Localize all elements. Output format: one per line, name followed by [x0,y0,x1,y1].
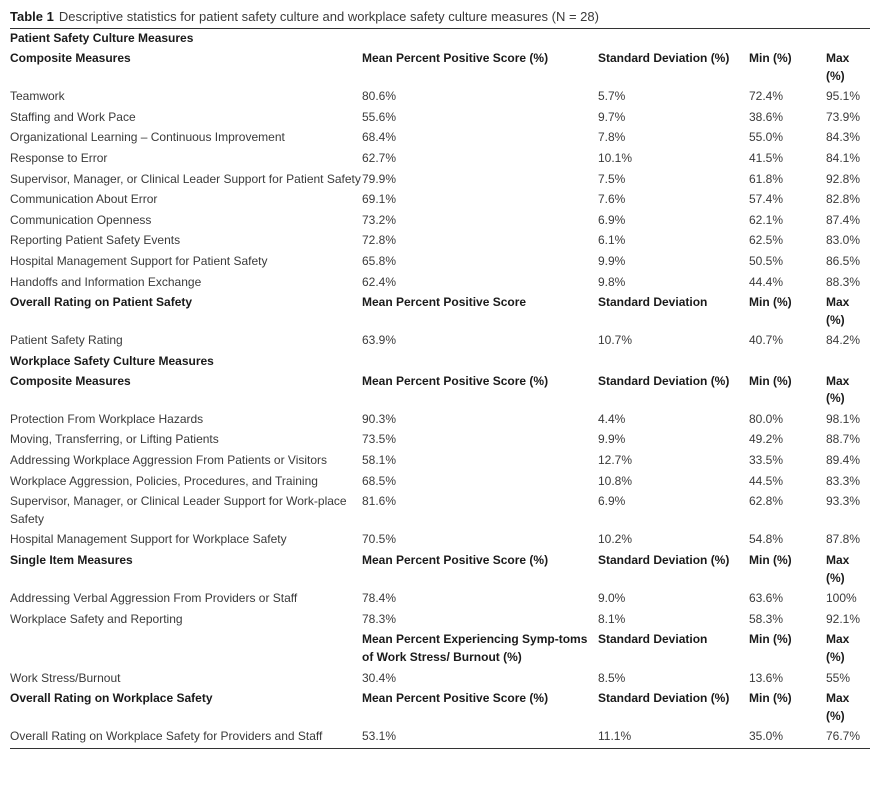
header-sd-cell: Standard Deviation (%) [598,51,730,66]
mean-cell: 58.1% [362,452,397,467]
measure-cell: Protection From Workplace Hazards [10,411,204,426]
header-measure-cell: Overall Rating on Patient Safety [10,295,193,310]
sd-cell: 8.5% [598,670,626,685]
min-cell: 44.4% [749,274,784,289]
mean-cell: 68.5% [362,473,397,488]
header-measure-cell [10,630,362,668]
table-row [10,190,870,211]
header-min-cell: Min (%) [749,295,792,310]
table-row [10,169,870,190]
header-row [10,49,870,87]
min-cell: 54.8% [749,532,784,547]
mean-cell: 80.6% [362,89,397,104]
max-cell: 92.8% [826,171,861,186]
mean-cell: 30.4% [362,670,397,685]
measure-cell: Hospital Management Support for Workplace Safety [10,532,287,547]
measure-cell: Staffing and Work Pace [10,109,136,124]
table-row [10,609,870,630]
mean-cell: 68.4% [362,130,397,145]
table-row [10,87,870,108]
min-cell: 41.5% [749,151,784,166]
sd-cell: 7.6% [598,192,626,207]
header-min-cell: Min (%) [749,373,792,388]
max-cell: 83.3% [826,473,861,488]
table-row [10,471,870,492]
max-cell: 84.3% [826,130,861,145]
measure-cell: Addressing Workplace Aggression From Patients or Visitors [10,452,328,467]
measure-cell: Hospital Management Support for Patient Safety [10,254,268,269]
sd-cell: 9.0% [598,591,626,606]
table-figure [10,8,870,749]
header-measure-cell: Composite Measures [10,373,131,388]
table-row [10,252,870,273]
header-measure-cell: Composite Measures [10,51,131,66]
min-cell: 13.6% [749,670,784,685]
min-cell: 33.5% [749,452,784,467]
mean-cell: 73.2% [362,212,397,227]
header-row [10,550,870,588]
mean-cell: 65.8% [362,254,397,269]
max-cell: 84.1% [826,151,861,166]
table-row [10,210,870,231]
header-row [10,689,870,727]
header-measure-cell: Overall Rating on Workplace Safety [10,691,213,706]
sd-cell: 9.9% [598,254,626,269]
mean-cell: 72.8% [362,233,397,248]
min-cell: 49.2% [749,432,784,447]
measure-cell: Work Stress/Burnout [10,670,121,685]
header-sd-cell: Standard Deviation (%) [598,552,730,567]
measure-cell: Moving, Transferring, or Lifting Patients [10,432,219,447]
max-cell: 93.3% [826,494,861,509]
measure-cell: Workplace Safety and Reporting [10,611,183,626]
min-cell: 58.3% [749,611,784,626]
min-cell: 40.7% [749,333,784,348]
min-cell: 38.6% [749,109,784,124]
sd-cell: 11.1% [598,729,632,744]
section-title: Workplace Safety Culture Measures [10,353,214,368]
max-cell: 84.2% [826,333,861,348]
mean-cell: 53.1% [362,729,397,744]
min-cell: 62.5% [749,233,784,248]
min-cell: 63.6% [749,591,784,606]
measure-cell: Workplace Aggression, Policies, Procedures, and Training [10,473,318,488]
table-row [10,530,870,551]
sd-cell: 6.1% [598,233,626,248]
measure-cell: Communication About Error [10,192,158,207]
header-row [10,293,870,331]
max-cell: 87.8% [826,532,861,547]
header-max-cell: Max (%) [826,295,850,327]
sd-cell: 10.1% [598,151,633,166]
header-sd-cell: Standard Deviation (%) [598,373,730,388]
table-caption [10,8,870,26]
measure-cell: Supervisor, Manager, or Clinical Leader Support for Work-place Safety [10,494,347,526]
header-mean-cell: Mean Percent Experiencing Symp-toms of Work Stress/ Burnout (%) [362,632,588,664]
table-row [10,589,870,610]
section-title: Patient Safety Culture Measures [10,31,194,45]
mean-cell: 73.5% [362,432,397,447]
measure-cell: Supervisor, Manager, or Clinical Leader Support for Patient Safety [10,171,361,186]
max-cell: 89.4% [826,452,861,467]
header-sd-cell: Standard Deviation [598,295,708,310]
measure-cell: Patient Safety Rating [10,333,123,348]
sd-cell: 10.2% [598,532,633,547]
min-cell: 50.5% [749,254,784,269]
sd-cell: 8.1% [598,611,626,626]
header-row [10,371,870,409]
table-row [10,331,870,352]
measure-cell: Overall Rating on Workplace Safety for Providers and Staff [10,729,323,744]
sd-cell: 6.9% [598,212,626,227]
caption-text: Descriptive statistics for patient safety culture and workplace safety culture measures (N = 28) [58,9,599,24]
measure-cell: Handoffs and Information Exchange [10,274,202,289]
sd-cell: 9.9% [598,432,626,447]
header-mean-cell: Mean Percent Positive Score [362,295,527,310]
max-cell: 98.1% [826,411,861,426]
max-cell: 88.3% [826,274,861,289]
sd-cell: 7.5% [598,171,626,186]
header-mean-cell: Mean Percent Positive Score (%) [362,691,549,706]
section-row [10,352,870,372]
mean-cell: 55.6% [362,109,397,124]
table-row [10,450,870,471]
table-row [10,107,870,128]
sd-cell: 12.7% [598,452,633,467]
table-row [10,272,870,293]
max-cell: 86.5% [826,254,861,269]
table-row [10,149,870,170]
header-max-cell: Max (%) [826,632,850,664]
header-sd-cell: Standard Deviation [598,632,708,647]
table-row [10,430,870,451]
max-cell: 95.1% [826,89,861,104]
measure-cell: Teamwork [10,89,65,104]
sd-cell: 7.8% [598,130,626,145]
mean-cell: 62.7% [362,151,397,166]
min-cell: 44.5% [749,473,784,488]
table-row [10,128,870,149]
measure-cell: Response to Error [10,151,108,166]
sd-cell: 10.8% [598,473,633,488]
sd-cell: 9.7% [598,109,626,124]
mean-cell: 78.3% [362,611,397,626]
mean-cell: 79.9% [362,171,397,186]
measure-cell: Reporting Patient Safety Events [10,233,181,248]
header-mean-cell: Mean Percent Positive Score (%) [362,51,549,66]
header-min-cell: Min (%) [749,552,792,567]
max-cell: 100% [826,591,857,606]
table-row [10,668,870,689]
statistics-table [10,29,870,747]
mean-cell: 62.4% [362,274,397,289]
min-cell: 61.8% [749,171,784,186]
mean-cell: 69.1% [362,192,397,207]
sd-cell: 4.4% [598,411,626,426]
mean-cell: 70.5% [362,532,397,547]
header-mean-cell: Mean Percent Positive Score (%) [362,552,549,567]
max-cell: 76.7% [826,729,861,744]
table-row [10,492,870,530]
mean-cell: 90.3% [362,411,397,426]
sd-cell: 5.7% [598,89,626,104]
table-body [10,29,870,747]
max-cell: 73.9% [826,109,861,124]
min-cell: 62.8% [749,494,784,509]
header-min-cell: Min (%) [749,691,792,706]
header-max-cell: Max (%) [826,51,850,83]
bottom-rule [10,748,870,749]
min-cell: 35.0% [749,729,784,744]
mean-cell: 63.9% [362,333,397,348]
min-cell: 72.4% [749,89,784,104]
header-mean-cell: Mean Percent Positive Score (%) [362,373,549,388]
header-max-cell: Max (%) [826,373,850,406]
header-max-cell: Max (%) [826,691,850,723]
table-row [10,231,870,252]
max-cell: 87.4% [826,212,861,227]
min-cell: 80.0% [749,411,784,426]
sd-cell: 10.7% [598,333,633,348]
measure-cell: Organizational Learning – Continuous Improvement [10,130,285,145]
min-cell: 55.0% [749,130,784,145]
sd-cell: 9.8% [598,274,626,289]
max-cell: 82.8% [826,192,861,207]
max-cell: 92.1% [826,611,861,626]
min-cell: 62.1% [749,212,784,227]
header-min-cell: Min (%) [749,51,792,66]
section-row [10,29,870,49]
caption-label: Table 1 [10,9,54,24]
max-cell: 88.7% [826,432,861,447]
min-cell: 57.4% [749,192,784,207]
header-sd-cell: Standard Deviation (%) [598,691,730,706]
header-min-cell: Min (%) [749,632,792,647]
table-row [10,409,870,430]
mean-cell: 81.6% [362,494,397,509]
max-cell: 55% [826,670,851,685]
table-row [10,727,870,748]
measure-cell: Addressing Verbal Aggression From Providers or Staff [10,591,298,606]
measure-cell: Communication Openness [10,212,152,227]
max-cell: 83.0% [826,233,861,248]
header-max-cell: Max (%) [826,552,850,585]
header-measure-cell: Single Item Measures [10,552,133,567]
mean-cell: 78.4% [362,591,397,606]
sd-cell: 6.9% [598,494,626,509]
header-row [10,630,870,668]
